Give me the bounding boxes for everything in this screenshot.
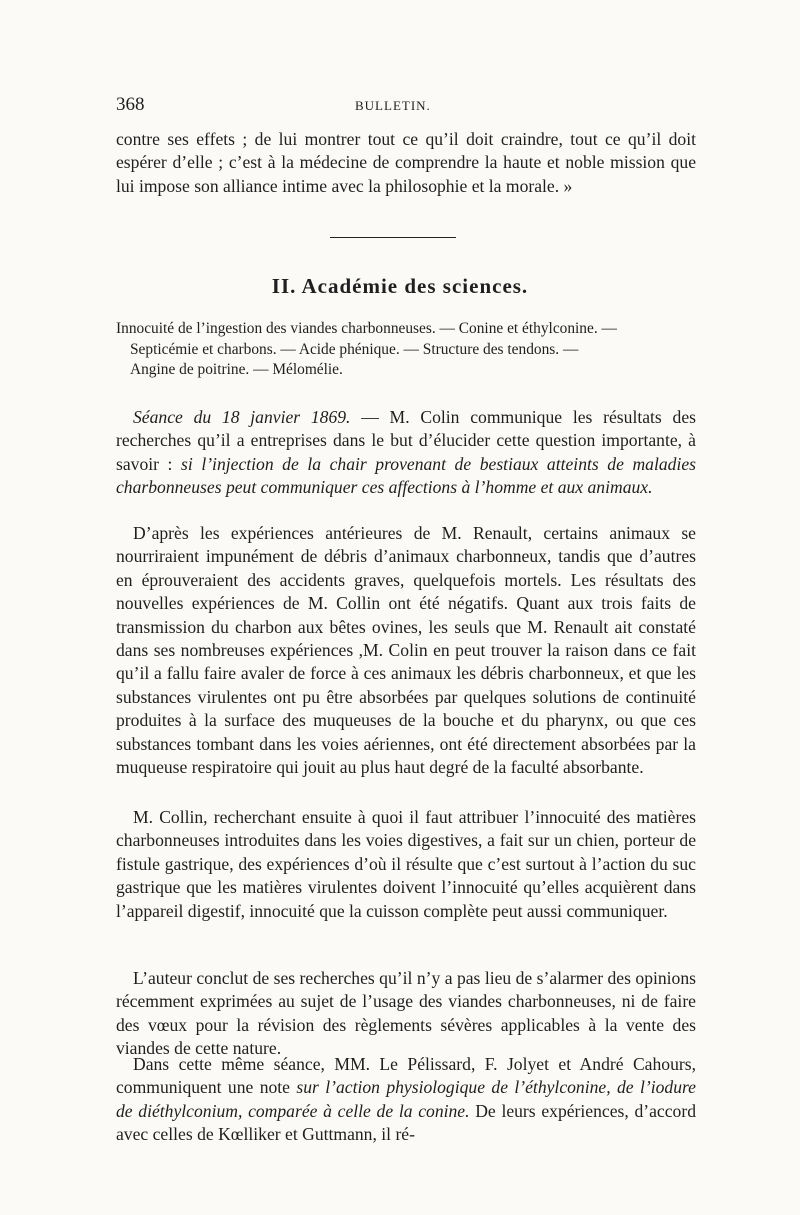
- paragraph-text: — M. Colin communique les résultats des recherches qu’il a entreprises dans le but d’élucider cette question importante, à savoir :: [116, 407, 696, 474]
- section-title: II. Académie des sciences.: [271, 274, 529, 298]
- summary-line: Angine de poitrine. — Mélomélie.: [130, 361, 343, 378]
- paragraph-renault: D’après les expériences antérieures de M. Renault, certains animaux se nourriraient impunément de débris d’animaux charbonneux, tandis que d’autres en éprouveraient des accidents graves, quelquefois mortels. Les résultats des nouvelles expériences de M. Collin ont été négatifs. Quant aux trois faits de transmission du charbon aux bêtes ovines, les seuls que M. Renault ait constaté dans ses nombreuses expériences ,M. Colin en peut trouver la raison dans ce fait qu’il a fallu faire avaler de force à ces animaux les débris charbonneux, et que les substances virulentes ont pu être absorbées par quelques solutions de continuité produites à la surface des muqueuses de la bouche et du pharynx, ou que ces substances tombant dans les voies aériennes, ont été directement absorbées par la muqueuse respiratoire qui jouit au plus haut degré de la faculté absorbante.: [116, 523, 696, 778]
- paragraph-italic: sur l’action physiologique de l’éthylconine, de l’iodure de diéthylconium, comparée à celle de la conine.: [116, 1077, 696, 1121]
- paragraph-conclusion: L’auteur conclut de ses recherches qu’il n’y a pas lieu de s’alarmer des opinions récemment exprimées au sujet de l’usage des viandes charbonneuses, ni de faire des vœux pour la révision des règlements sévères applicables à la vente des viandes de cette nature.: [116, 968, 696, 1059]
- paragraph-text: De leurs expériences, d’accord avec celles de Kœlliker et Guttmann, il ré-: [116, 1100, 697, 1145]
- summary-line: Septicémie et charbons. — Acide phénique. — Structure des tendons. —: [130, 340, 579, 358]
- page-header: [116, 94, 696, 124]
- continued-paragraph: contre ses effets ; de lui montrer tout ce qu’il doit craindre, tout ce qu’il doit espérer d’elle ; c’est à la médecine de comprendre la haute et noble mission que lui impose son alliance intime avec la philosophie et la morale. »: [116, 129, 696, 196]
- running-head: BULLETIN.: [355, 98, 431, 113]
- paragraph-collin: M. Collin, recherchant ensuite à quoi il faut attribuer l’innocuité des matières charbonneuses introduites dans les voies digestives, a fait sur un chien, porteur de fistule gastrique, des expériences d’où il résulte que c’est surtout à l’action du suc gastrique que les matières virulentes doivent l’innocuité qu’elles acquièrent dans l’appareil digestif, innocuité que la cuisson complète peut aussi communiquer.: [116, 807, 696, 921]
- section-divider: [330, 237, 456, 238]
- summary-line: Innocuité de l’ingestion des viandes charbonneuses. — Conine et éthylconine. —: [116, 320, 617, 337]
- page-number: 368: [116, 94, 145, 115]
- paragraph-italic: si l’injection de la chair provenant de bestiaux atteints de maladies charbonneuses peut communiquer ces affections à l’homme et aux animaux.: [116, 453, 696, 498]
- seance-date: Séance du 18 janvier 1869.: [133, 407, 351, 427]
- paragraph-text: Dans cette même séance, MM. Le Pélissard, F. Jolyet et André Cahours, communiquent une note: [116, 1054, 696, 1098]
- paragraph-seance: [116, 406, 696, 500]
- section-summary: [116, 319, 696, 381]
- paragraph-conine: [116, 1053, 696, 1147]
